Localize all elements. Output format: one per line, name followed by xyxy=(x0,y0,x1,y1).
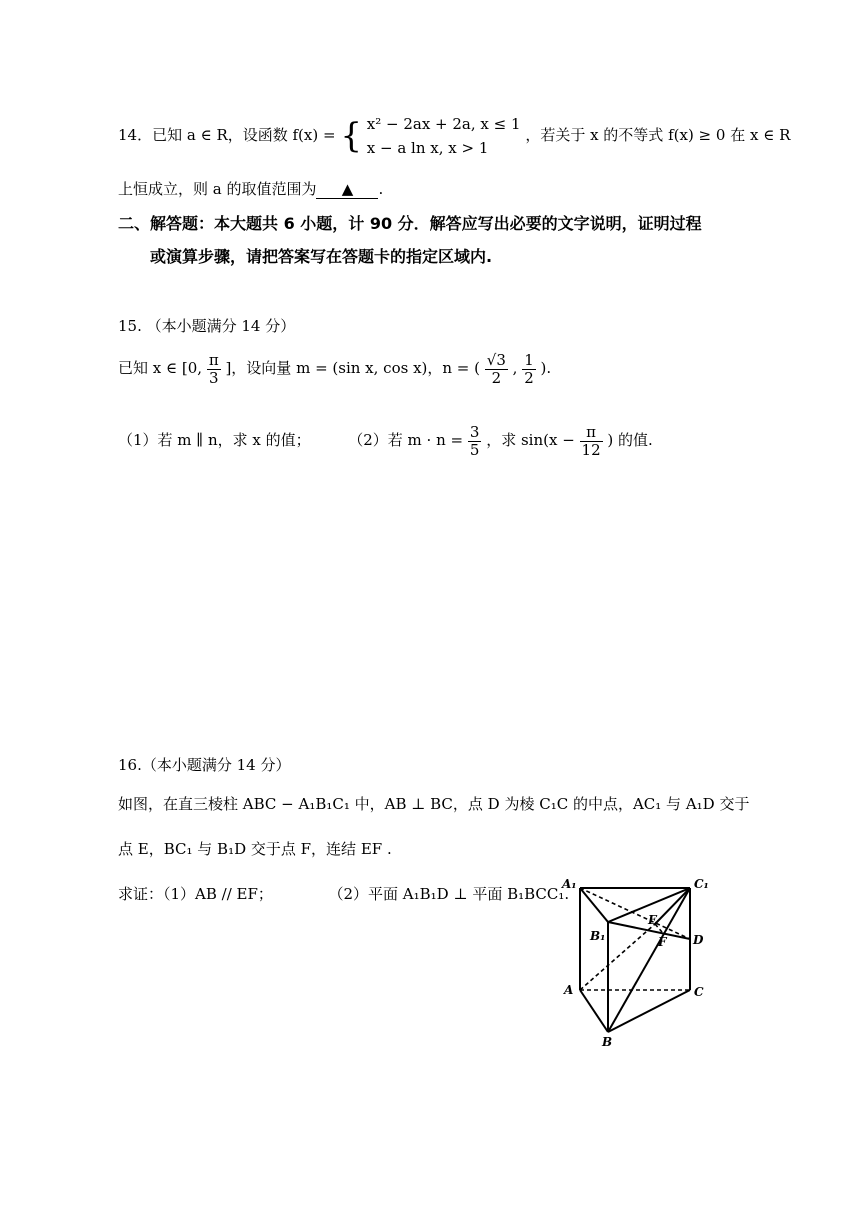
q15-given-prefix: 已知 x ∈ [0, xyxy=(118,359,203,377)
q16-proof2: （2）平面 A₁B₁D ⊥ 平面 B₁BCC₁. xyxy=(328,885,570,903)
q16-heading: 16.（本小题满分 14 分） xyxy=(118,756,291,774)
q16-line2: 点 E，BC₁ 与 B₁D 交于点 F，连结 EF . xyxy=(118,840,392,858)
q15-part2-mid: ，求 sin(x − xyxy=(486,431,575,449)
label-A: A xyxy=(564,983,574,997)
q14-line2 xyxy=(118,180,383,199)
piecewise-brace: { xyxy=(340,116,362,156)
q15-parts xyxy=(118,424,653,458)
frac-den: 2 xyxy=(524,368,534,387)
section-2-line1: 二、解答题：本大题共 6 小题，计 90 分．解答应写出必要的文字说明，证明过程 xyxy=(118,214,702,233)
blank-triangle-mark: ▲ xyxy=(341,180,354,198)
fraction-pi-over-3 xyxy=(207,352,221,386)
q14-line1 xyxy=(118,112,790,160)
fraction-1-over-2 xyxy=(522,352,536,386)
label-E: E xyxy=(648,913,658,927)
frac-num: π xyxy=(580,424,603,442)
piecewise-case-1: x² − 2ax + 2a, x ≤ 1 xyxy=(366,115,521,133)
answer-blank xyxy=(316,180,378,199)
label-B: B xyxy=(602,1035,613,1048)
label-B1: B₁ xyxy=(590,929,606,943)
label-C1: C₁ xyxy=(694,877,709,891)
frac-den: 12 xyxy=(581,440,601,459)
q16-proof1: 求证：（1）AB // EF； xyxy=(118,885,273,903)
q15-part2-prefix: （2）若 m · n = xyxy=(348,431,464,449)
q16-line1: 如图，在直三棱柱 ABC − A₁B₁C₁ 中，AB ⊥ BC，点 D 为棱 C₁C 的中点，AC₁ 与 A₁D 交于 xyxy=(118,795,750,813)
frac-num: √3 xyxy=(486,351,506,369)
q15-given-suffix: ]，设向量 m = (sin x, cos x)，n = ( xyxy=(225,359,480,377)
q15-given: 已知 x ∈ [0, $\frac{\pi}{3}$ ]，设向量 m = (sin x, cos x)，n = ( $\frac{√3}{2}$ , $\frac{1}{2}$ ). xyxy=(118,351,552,387)
q14-outro: ，若关于 x 的不等式 f(x) ≥ 0 在 x ∈ R xyxy=(525,126,791,144)
frac-den: 3 xyxy=(208,368,219,387)
q15-heading: 15. （本小题满分 14 分） xyxy=(118,317,296,335)
label-A1: A₁ xyxy=(562,877,577,891)
fraction-pi-over-12 xyxy=(580,424,603,458)
fraction-3-over-5 xyxy=(468,424,482,458)
frac-den: 5 xyxy=(469,440,480,459)
q15-part1: （1）若 m ∥ n，求 x 的值； xyxy=(118,431,311,449)
frac-num: π xyxy=(208,351,219,369)
frac-num: 1 xyxy=(524,351,534,369)
frac-den: 2 xyxy=(491,368,502,387)
q15-part2-end: ) 的值. xyxy=(607,431,653,449)
q15-given-end: ). xyxy=(540,359,552,377)
q14-range-prompt: 上恒成立，则 a 的取值范围为 xyxy=(118,180,317,198)
section-2-line2: 或演算步骤，请把答案写在答题卡的指定区域内. xyxy=(150,247,493,266)
prism-figure xyxy=(560,876,720,1048)
piecewise-cases xyxy=(367,112,521,160)
q14-intro: 14．已知 a ∈ R，设函数 f(x) = xyxy=(118,126,336,144)
frac-num: 3 xyxy=(469,423,480,441)
q14-end: . xyxy=(378,180,384,198)
fraction-sqrt3-over-2 xyxy=(485,352,508,386)
label-C: C xyxy=(694,985,704,999)
piecewise-case-2: x − a ln x, x > 1 xyxy=(366,139,489,157)
label-F: F xyxy=(658,935,667,949)
q16-proof-line xyxy=(118,885,569,903)
label-D: D xyxy=(693,933,704,947)
